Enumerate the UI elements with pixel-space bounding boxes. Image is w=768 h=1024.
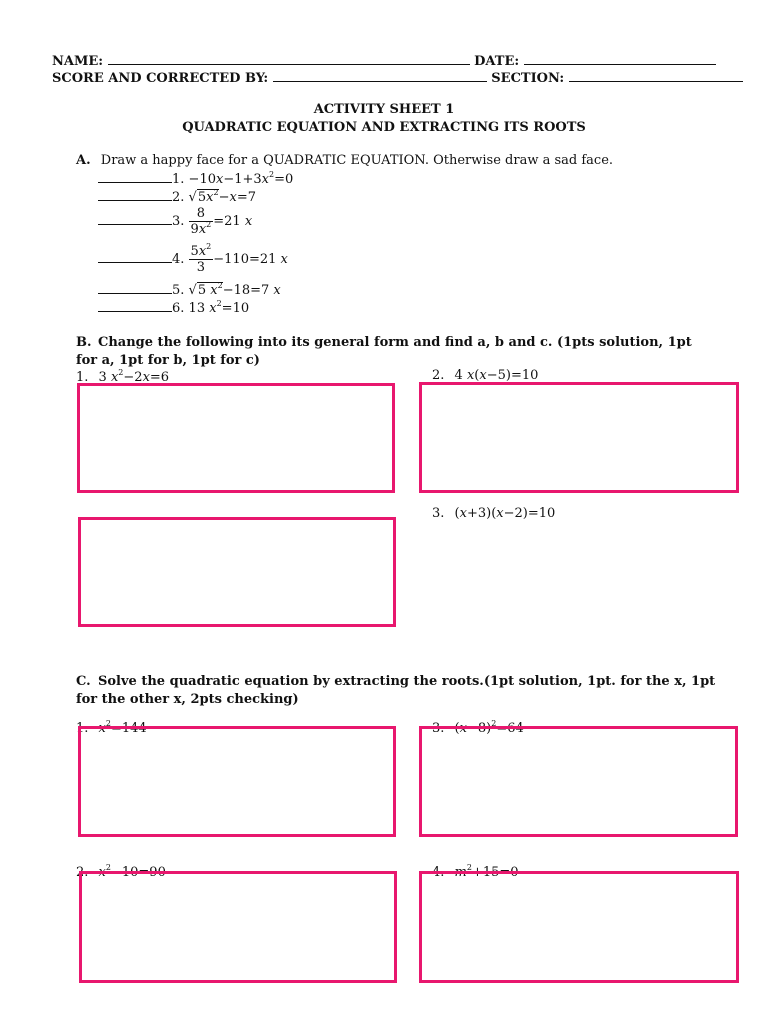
equation: $x^2-10=90$ <box>98 863 166 880</box>
answer-box-c2[interactable] <box>79 871 397 983</box>
title-line-1: ACTIVITY SHEET 1 <box>313 102 455 117</box>
answer-box-c3[interactable] <box>419 726 738 837</box>
a-item-6: 6. 13 $x^2=10$ <box>98 300 249 316</box>
score-label: SCORE AND CORRECTED BY: <box>52 71 269 86</box>
equation: $-10x-1+3x^2=0$ <box>188 170 294 187</box>
section-c-letter: C. <box>76 674 91 689</box>
answer-blank[interactable] <box>98 171 172 183</box>
section-b-instruction: Change the following into its general form and find a, b and c. (1pts solution, 1pt for a, 1pt for b, 1pt for c) <box>76 335 692 368</box>
equation: $\frac{8}{9x^2}$ =21 x <box>190 206 253 237</box>
header-row-1 <box>52 52 716 69</box>
section-b-header <box>76 334 716 370</box>
a-item-2: 2. $√5x^2-x=7$ <box>98 189 256 205</box>
equation: √5 $x^2-18=7$ x <box>188 281 281 298</box>
c-item-3: 3. $(x-8)^2=64$ <box>432 719 524 736</box>
name-field[interactable] <box>108 52 470 65</box>
answer-blank[interactable] <box>98 300 172 312</box>
answer-box-c4[interactable] <box>419 871 739 983</box>
name-label: NAME: <box>52 54 104 69</box>
b-item-3: 3. (x+3)(x−2)=10 <box>432 506 556 521</box>
section-a-letter: A. <box>76 153 91 168</box>
a-item-5: 5. √5 $x^2-18=7$ x <box>98 282 281 298</box>
answer-box-b2[interactable] <box>419 382 739 493</box>
c-item-4: 4. $m^2+15=0$ <box>432 863 519 880</box>
equation: 4 x(x−5)=10 <box>454 368 539 383</box>
equation: (x+3)(x−2)=10 <box>454 506 556 521</box>
answer-box-b1[interactable] <box>77 383 395 493</box>
answer-blank[interactable] <box>98 282 172 294</box>
date-field[interactable] <box>524 52 716 65</box>
answer-blank[interactable] <box>98 189 172 201</box>
section-label: SECTION: <box>491 71 565 86</box>
equation: $\frac{5x^2}{3}$ −110=21 x <box>190 242 288 275</box>
section-c-header <box>76 673 726 709</box>
title-line-2: QUADRATIC EQUATION AND EXTRACTING ITS ROOTS <box>182 120 586 135</box>
equation: $x^2=144$ <box>98 719 147 736</box>
section-a-header <box>76 153 613 168</box>
answer-box-b3[interactable] <box>78 517 396 627</box>
equation: $√5x^2-x=7$ <box>188 188 256 205</box>
answer-box-c1[interactable] <box>78 726 396 837</box>
b-item-2: 2. 4 x(x−5)=10 <box>432 368 539 383</box>
section-field[interactable] <box>569 69 743 82</box>
equation: 3 $x^2-2x=6$ <box>98 368 170 385</box>
section-a-instruction: Draw a happy face for a QUADRATIC EQUATION. Otherwise draw a sad face. <box>100 153 614 168</box>
equation: $m^2+15=0$ <box>454 863 519 880</box>
c-item-1: 1. $x^2=144$ <box>76 719 147 736</box>
a-item-3: 3. $\frac{8}{9x^2}$ =21 x <box>98 206 252 237</box>
header-row-2 <box>52 69 743 86</box>
section-c-instruction: Solve the quadratic equation by extracting the roots.(1pt solution, 1pt. for the x, 1pt for the other x, 2pts checking) <box>76 674 716 707</box>
score-field[interactable] <box>273 69 487 82</box>
equation: $(x-8)^2=64$ <box>454 719 524 736</box>
date-label: DATE: <box>474 54 520 69</box>
answer-blank[interactable] <box>98 213 172 225</box>
a-item-4: 4. $\frac{5x^2}{3}$ −110=21 x <box>98 244 288 275</box>
c-item-2: 2. $x^2-10=90$ <box>76 863 166 880</box>
answer-blank[interactable] <box>98 251 172 263</box>
section-b-letter: B. <box>76 335 92 350</box>
equation: 13 $x^2=10$ <box>188 299 250 316</box>
a-item-1: 1. $-10x-1+3x^2=0$ <box>98 171 293 187</box>
b-item-1: 1. 3 $x^2-2x=6$ <box>76 368 170 385</box>
